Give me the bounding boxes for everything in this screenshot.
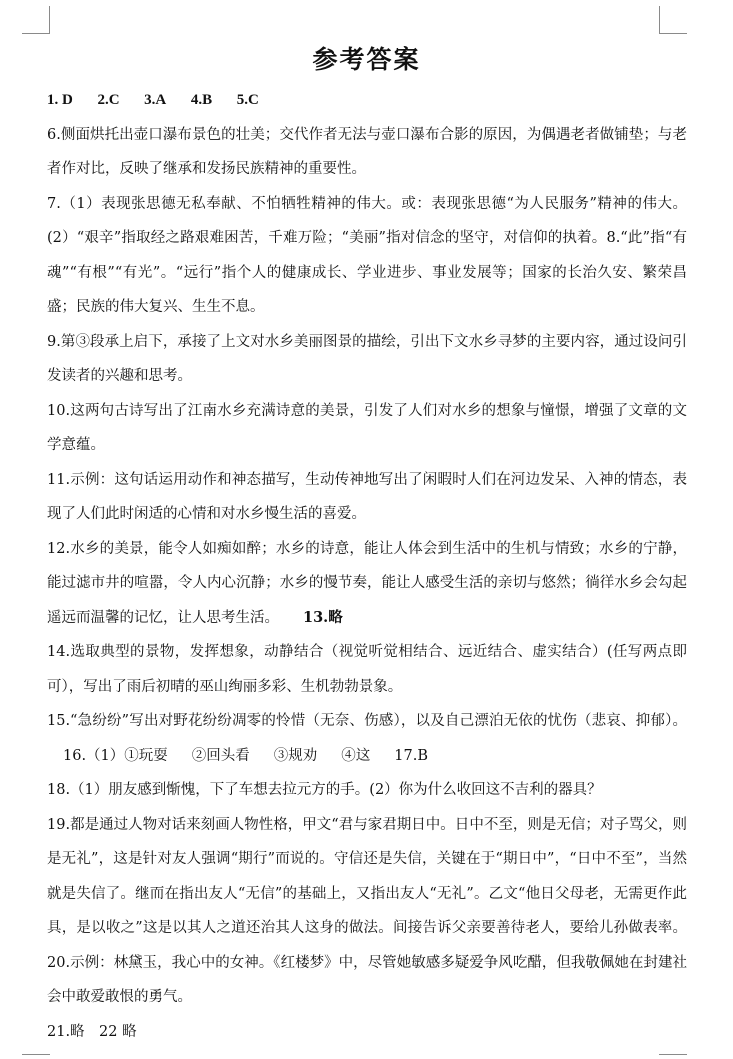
answer-13: 13.略 [303,608,343,626]
crop-mark-top-left-h [22,33,50,34]
mc-answer: 3.A [144,92,167,108]
answer-6: 6.侧面烘托出壶口瀑布景色的壮美；交代作者无法与壶口瀑布合影的原因，为偶遇老者做铺垫；与老者作对比，反映了继承和发扬民族精神的重要性。 [47,126,687,177]
crop-mark-top-right-v [659,6,660,34]
page-title: 参考答案 [312,45,421,74]
mc-answer: 4.B [190,92,213,108]
answer-17: 17.B [394,747,429,764]
answer-15-17 [47,704,687,773]
answer-9: 9.第③段承上启下，承接了上文对水乡美丽图景的描绘，引出下文水乡寻梦的主要内容，通过设问引发读者的兴趣和思考。 [47,333,687,384]
crop-mark-bottom-right-h [659,1054,687,1055]
mc-answer: 5.C [236,92,259,108]
answer-15: 15.“急纷纷”写出对野花纷纷凋零的怜惜（无奈、伤感），以及自己漂泊无依的忧伤（悲哀、抑郁）。 [47,713,687,729]
answer-7-8: 7.（1）表现张思德无私奉献、不怕牺牲精神的伟大。或：表现张思德“为人民服务”精神的伟大。(2）“艰辛”指取经之路艰难困苦，千难万险；“美丽”指对信念的坚守，对信仰的执着。8.“此”指“有魂”“有根”“有光”。“远行”指个人的健康成长、学业进步、事业发展等；国家的长治久安、繁荣昌盛；民族的伟大复兴、生生不息。 [47,195,687,315]
answer-12: 12.水乡的美景，能令人如痴如醉；水乡的诗意，能让人体会到生活中的生机与情致；水乡的宁静，能过滤市井的喧嚣，令人内心沉静；水乡的慢节奏，能让人感受生活的亲切与悠然；徜徉水乡会勾起遥远而温馨的记忆，让人思考生活。 [47,540,687,626]
crop-mark-top-right-h [659,33,687,34]
multiple-choice-answers [47,83,687,118]
answer-16-item: ①玩耍 [124,747,168,764]
answer-16-item: ④这 [341,747,371,764]
answer-12-13 [47,532,687,636]
answer-content [47,83,687,1049]
answer-19-20: 19.都是通过人物对话来刻画人物性格，甲文“君与家君期日中。日中不至，则是无信；对子骂父，则是无礼”，这是针对友人强调“期行”而说的。守信还是失信，关键在于“期日中”，“日中不至”，当然就是失信了。继而在指出友人“无信”的基础上，又指出友人“无礼”。乙文“他日父母老，无需更作此具，是以收之”这是以其人之道还治其人这身的做法。间接告诉父亲要善待老人，要给儿孙做表率。20.示例：林黛玉，我心中的女神。《红楼梦》中，尽管她敏感多疑爱争风吃醋，但我敬佩她在封建社会中敢爱敢恨的勇气。 [47,816,687,1005]
answer-16-item: ③规劝 [273,747,318,764]
answer-14: 14.选取典型的景物，发挥想象，动静结合（视觉听觉相结合、远近结合、虚实结合）(任写两点即可），写出了雨后初晴的巫山绚丽多彩、生机勃勃景象。 [47,644,687,695]
answer-18: 18.（1）朋友感到惭愧，下了车想去拉元方的手。(2）你为什么收回这不吉利的器具？ [47,782,602,798]
answer-10: 10.这两句古诗写出了江南水乡充满诗意的美景，引发了人们对水乡的想象与憧憬，增强了文章的文学意蕴。 [47,402,687,453]
answer-16-item: ②回头看 [191,747,250,764]
mc-answer: 2.C [97,92,120,108]
answer-21-22: 21.略 22 略 [47,1023,137,1040]
answer-11: 11.示例：这句话运用动作和神态描写，生动传神地写出了闲暇时人们在河边发呆、入神的情态，表现了人们此时闲适的心情和对水乡慢生活的喜爱。 [47,471,687,522]
mc-answer: 1. D [47,92,73,108]
crop-mark-bottom-left-h [22,1054,50,1055]
crop-mark-top-left-v [49,6,50,34]
answer-16-label: 16.（1） [63,747,125,764]
